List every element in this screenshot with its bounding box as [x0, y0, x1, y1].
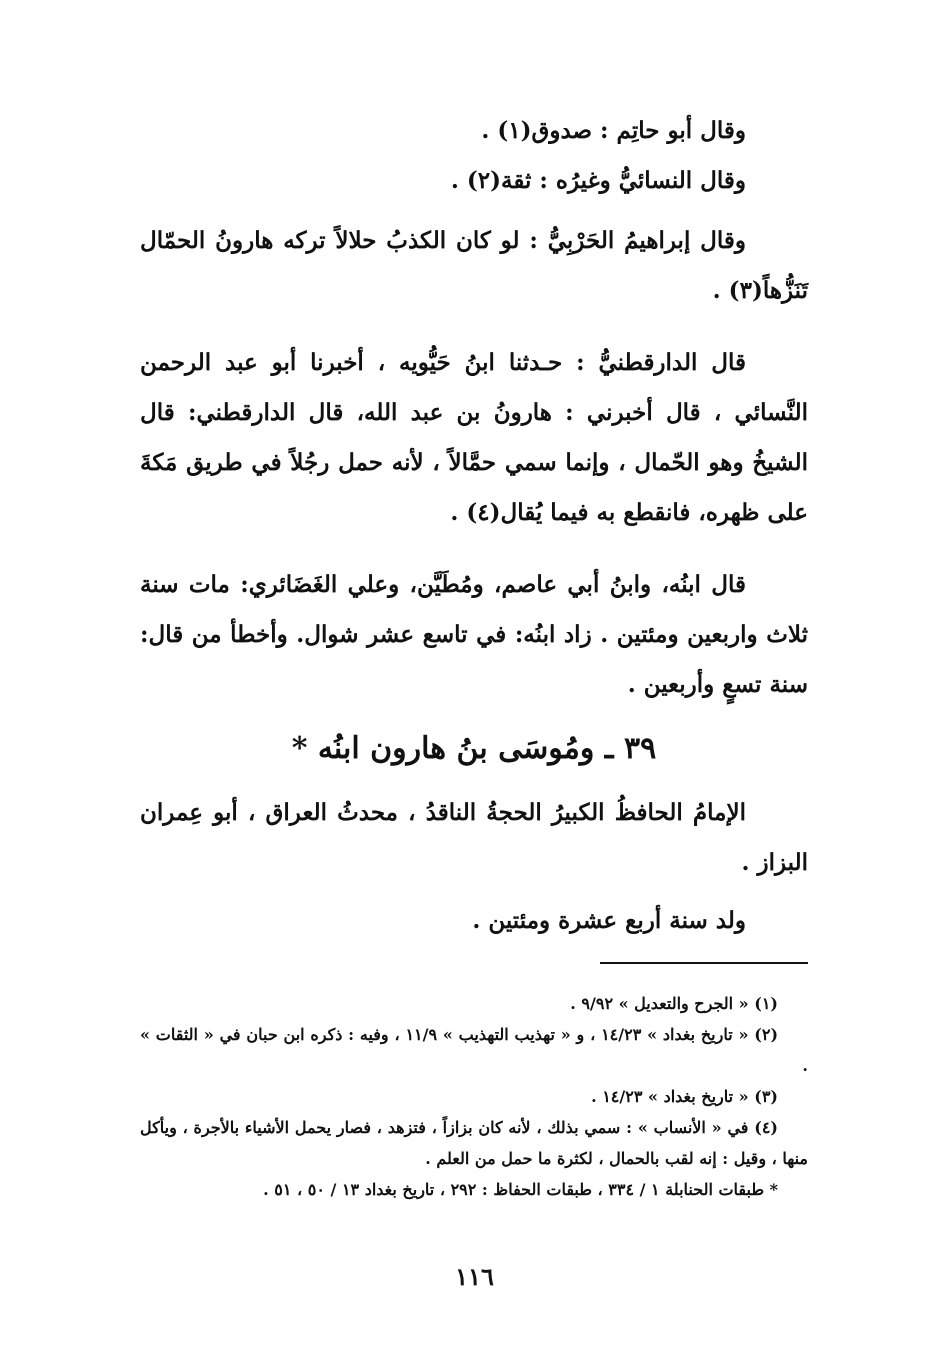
- page-number: ١١٦: [455, 1262, 494, 1291]
- paragraph-daraqutni: قال الدارقطنيُّ : حـدثنا ابنُ حَيُّويه ، أخبرنا أبو عبد الرحمن النَّسائي ، قال أخبرني : هارونُ بن عبد الله، قال الدارقطني: قال الشيخُ وهو الحّمال ، وإنما سمي حمَّالاً ، لأنه حمل رجُلاً في طريق مَكةَ على ظهره، فانقطع به فيما يُقال(٤) .: [140, 349, 808, 526]
- entry-heading: ٣٩ ـ ومُوسَى بنُ هارون ابنُه *: [291, 731, 657, 766]
- footnote-2: (٢) « تاريخ بغداد » ١٤/٢٣ ، و « تهذيب التهذيب » ١١/٩ ، وفيه : ذكره ابن حبان في « الثقات » .: [140, 1025, 808, 1075]
- footnote-1: (١) « الجرح والتعديل » ٩/٩٢ .: [570, 994, 778, 1013]
- paragraph-nasai: وقال النسائيُّ وغيرُه : ثقة(٢) .: [450, 167, 746, 194]
- footnote-divider: [600, 962, 808, 964]
- paragraph-harbi: وقال إبراهيمُ الحَرْبِيُّ : لو كان الكذبُ حلالاً تركه هارونُ الحمّال تَنَزُّهاً(٣) .: [140, 227, 808, 304]
- entry-description: الإمامُ الحافظُ الكبيرُ الحجةُ الناقدُ ، محدثُ العراق ، أبو عِمران البزاز .: [140, 799, 808, 876]
- footnote-3: (٣) « تاريخ بغداد » ١٤/٢٣ .: [591, 1087, 778, 1106]
- entry-text-block: [140, 788, 808, 946]
- footnote-4: (٤) في « الأنساب » : سمي بذلك ، لأنه كان بزازاً ، فتزهد ، فصار يحمل الأشياء بالأجرة ، ويأكل منها ، وقيل : إنه لقب بالحمال ، لكثرة ما حمل من العلم .: [140, 1118, 808, 1168]
- paragraph-death-date: قال ابنُه، وابنُ أبي عاصم، ومُطَيَّن، وعلي الغَضَائري: مات سنة ثلاث واربعين ومئتين . زاد ابنُه: في تاسع عشر شوال. وأخطأ من قال: سنة تسعٍ وأربعين .: [140, 571, 808, 698]
- footnotes-block: [140, 988, 808, 1205]
- paragraph-abu-hatim: وقال أبو حاتِم : صدوق(١) .: [481, 117, 746, 144]
- footnote-sources: * طبقات الحنابلة ١ / ٣٣٤ ، طبقات الحفاظ : ٢٩٢ ، تاريخ بغداد ١٣ / ٥٠ ، ٥١ .: [263, 1180, 778, 1199]
- main-text-block: [140, 106, 808, 710]
- entry-birth: ولد سنة أربع عشرة ومئتين .: [472, 907, 746, 934]
